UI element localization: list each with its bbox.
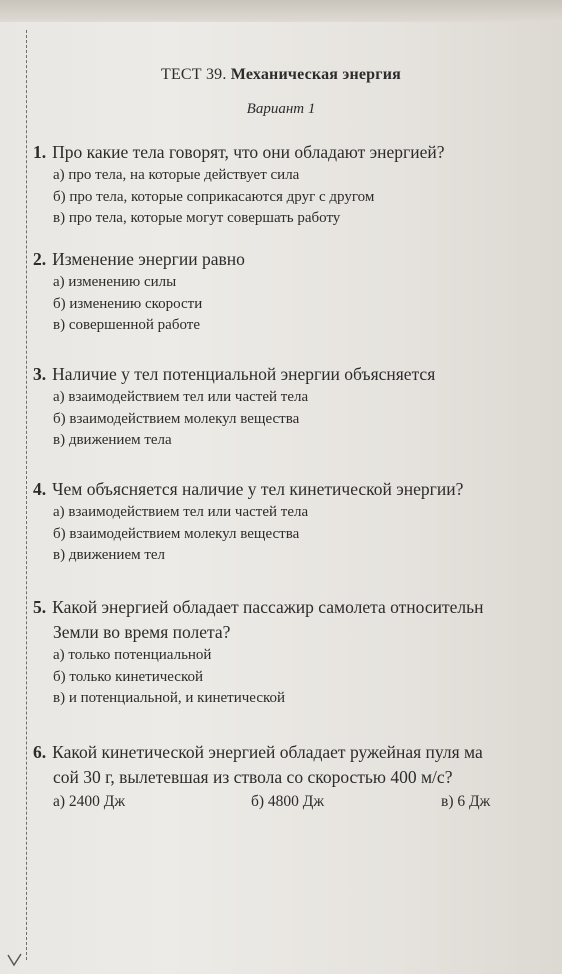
question-text: Наличие у тел потенциальной энергии объясняется (52, 364, 436, 384)
answer-option: а) про тела, на которые действует сила (53, 167, 300, 183)
question-number: 6. (33, 742, 47, 762)
answer-option: б) про тела, которые соприкасаются друг с другом (53, 188, 375, 205)
question-number: 3. (33, 364, 47, 384)
answer-option: а) 2400 Дж (53, 793, 126, 810)
question-4 (33, 477, 562, 567)
question-text: Про какие тела говорят, что они обладают энергией? (52, 142, 445, 162)
answer-option: в) движением тел (53, 547, 166, 563)
answer-option: б) взаимодействием молекул вещества (53, 410, 300, 427)
answer-option: в) движением тела (53, 432, 172, 448)
question-number: 5. (33, 597, 47, 617)
answer-option: а) взаимодействием тел или частей тела (53, 389, 309, 405)
variant-label: Вариант 1 (246, 101, 316, 117)
answer-option: в) про тела, которые могут совершать работу (53, 210, 341, 226)
check-mark-icon (6, 953, 24, 967)
answer-options-row (33, 793, 562, 817)
question-text: Чем объясняется наличие у тел кинетической энергии? (52, 479, 464, 499)
answer-option: б) изменению скорости (53, 295, 203, 312)
answer-option: а) только потенциальной (53, 647, 212, 663)
answer-option: в) 6 Дж (441, 793, 491, 810)
answer-option: в) и потенциальной, и кинетической (53, 690, 286, 706)
margin-cut-line (26, 30, 27, 960)
answer-option: б) 4800 Дж (251, 793, 325, 810)
page-top-edge (0, 0, 562, 22)
question-text: Изменение энергии равно (52, 249, 245, 269)
question-6 (33, 740, 562, 817)
answer-option: в) совершенной работе (53, 317, 200, 333)
pencil-mark (6, 950, 24, 973)
question-text-line-1: Какой энергией обладает пассажир самолета относительн (52, 597, 484, 617)
question-5 (33, 595, 562, 710)
question-text-line-2: Земли во время полета? (53, 622, 231, 642)
question-3 (33, 362, 562, 452)
answer-option: б) только кинетической (53, 668, 204, 685)
question-number: 2. (33, 249, 47, 269)
answer-option: б) взаимодействием молекул вещества (53, 525, 300, 542)
question-number: 1. (33, 142, 47, 162)
answer-option: а) взаимодействием тел или частей тела (53, 504, 309, 520)
question-2 (33, 247, 562, 337)
question-1 (33, 140, 562, 230)
test-number: ТЕСТ 39. (160, 66, 227, 83)
question-text-line-1: Какой кинетической энергией обладает ружейная пуля ма (52, 742, 483, 762)
question-text-line-2: сой 30 г, вылетевшая из ствола со скоростью 400 м/с? (53, 767, 453, 787)
test-topic: Механическая энергия (230, 66, 402, 83)
page-title (0, 66, 562, 84)
question-number: 4. (33, 479, 47, 499)
answer-option: а) изменению силы (53, 274, 177, 290)
